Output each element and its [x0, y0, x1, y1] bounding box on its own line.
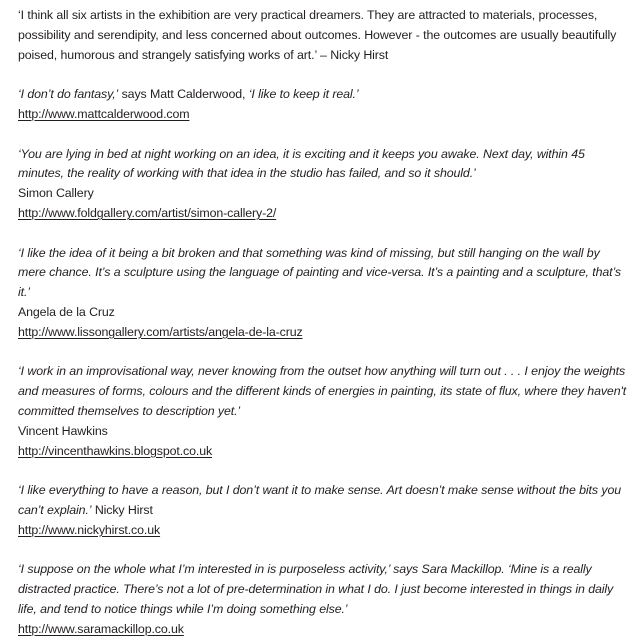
nicky-hirst-quote-text: ‘I like everything to have a reason, but I don’t want it to make sense. Art doesn’t make sense without the bits you can’t explain.’	[18, 483, 621, 517]
paragraph-angela-de-la-cruz-quote	[18, 244, 627, 303]
paragraph-spacer	[18, 125, 627, 145]
link-vincenthawkins-blogspot[interactable]: http://vincenthawkins.blogspot.co.uk	[18, 443, 213, 458]
vincent-hawkins-quote-text: ‘I work in an improvisational way, never knowing from the outset how anything will turn out . . . I enjoy the weights and measures of forms, colours and the different kinds of energies in painting, its state of flux, where they haven't committed themselves to description yet.’	[18, 364, 627, 418]
paragraph-nicky-hirst-quote	[18, 481, 627, 521]
link-row-sara-mackillop	[18, 620, 627, 640]
link-row-matt-calderwood	[18, 105, 627, 125]
paragraph-simon-callery-quote	[18, 145, 627, 185]
paragraph-spacer	[18, 224, 627, 244]
paragraph-sara-mackillop-quote	[18, 560, 627, 619]
link-row-angela-de-la-cruz	[18, 323, 627, 343]
angela-de-la-cruz-name-text: Angela de la Cruz	[18, 304, 115, 319]
matt-calderwood-attribution: says Matt Calderwood,	[118, 87, 249, 102]
angela-de-la-cruz-quote-text: ‘I like the idea of it being a bit broken and that something was kind of missing, but still hanging on the wall by mere chance. It’s a sculpture using the language of painting and vice-versa. It’s a painting and a sculpture, that’s it.’	[18, 245, 621, 300]
artist-name-vincent-hawkins	[18, 422, 627, 442]
nicky-hirst-name-text: Nicky Hirst	[91, 502, 153, 517]
artist-name-angela-de-la-cruz	[18, 303, 627, 323]
simon-callery-name-text: Simon Callery	[18, 186, 94, 201]
link-mattcalderwood[interactable]: http://www.mattcalderwood.com	[18, 106, 190, 121]
link-nickyhirst[interactable]: http://www.nickyhirst.co.uk	[18, 522, 161, 537]
simon-callery-quote-text: ‘You are lying in bed at night working on an idea, it is exciting and it keeps you awake. Next day, within 45 minutes, the reality of working with that idea in the studio has failed, and so it should.’	[18, 146, 585, 181]
link-row-nicky-hirst	[18, 521, 627, 541]
paragraph-spacer	[18, 65, 627, 85]
paragraph-vincent-hawkins-quote	[18, 362, 627, 421]
link-lissongallery-angela-de-la-cruz[interactable]: http://www.lissongallery.com/artists/angela-de-la-cruz	[18, 324, 303, 339]
paragraph-intro-quote	[18, 6, 627, 65]
vincent-hawkins-name-text: Vincent Hawkins	[18, 423, 108, 438]
link-row-simon-callery	[18, 204, 627, 224]
paragraph-spacer	[18, 461, 627, 481]
paragraph-spacer	[18, 343, 627, 363]
document-body	[18, 6, 627, 640]
sara-mackillop-quote-text: ‘I suppose on the whole what I’m interested in is purposeless activity,’ says Sara Mackillop. ‘Mine is a really distracted practice. There’s not a lot of pre-determination in what I do. I just become interested in things in daily life, and tend to notice things while I’m doing something else.’	[18, 562, 614, 616]
paragraph-matt-calderwood	[18, 85, 627, 105]
link-foldgallery-simon-callery[interactable]: http://www.foldgallery.com/artist/simon-callery-2/	[18, 205, 277, 220]
matt-calderwood-quote-2: ‘I like to keep it real.’	[248, 87, 359, 102]
paragraph-spacer	[18, 541, 627, 561]
matt-calderwood-quote-1: ‘I don’t do fantasy,’	[18, 87, 119, 102]
link-row-vincent-hawkins	[18, 442, 627, 462]
link-saramackillop[interactable]: http://www.saramackillop.co.uk	[18, 621, 184, 636]
intro-quote-text: ‘I think all six artists in the exhibition are very practical dreamers. They are attracted to materials, processes, possibility and serendipity, and less concerned about outcomes. However - the outcomes are usually beautifully poised, humorous and strangely satisfying works of art.’ – Nicky Hirst	[18, 8, 617, 62]
artist-name-simon-callery	[18, 184, 627, 204]
